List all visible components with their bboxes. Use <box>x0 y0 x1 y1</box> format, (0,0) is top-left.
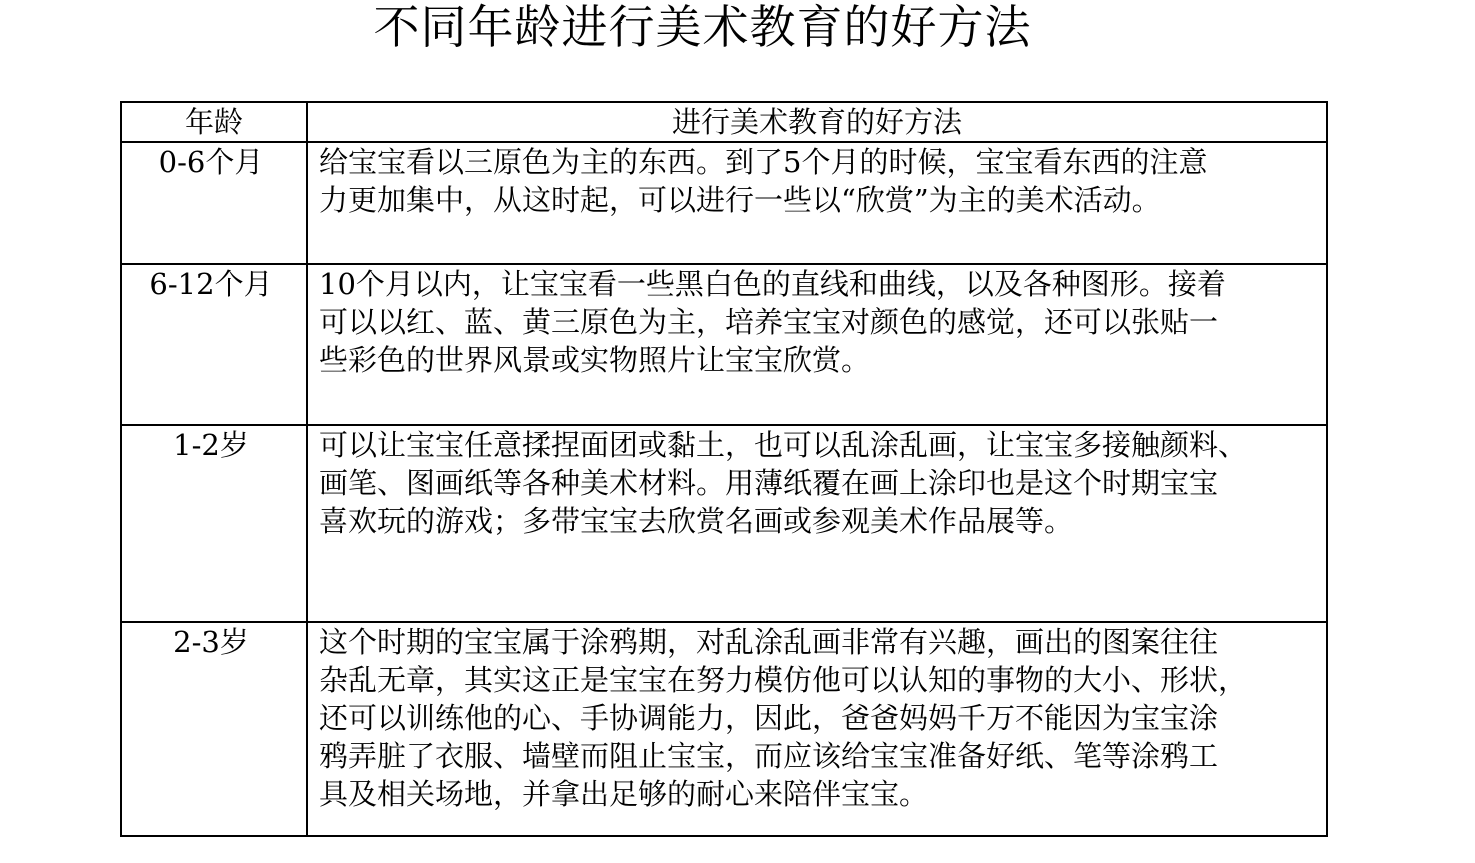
page-title: 不同年龄进行美术教育的好方法 <box>373 0 1032 54</box>
method-line: 些彩色的世界风景或实物照片让宝宝欣赏。 <box>319 343 871 377</box>
method-cell <box>307 622 1327 836</box>
method-line: 可以让宝宝任意揉捏面团或黏土，也可以乱涂乱画，让宝宝多接触颜料、 <box>319 428 1248 462</box>
age-label: 1-2岁 <box>173 428 249 462</box>
age-cell <box>121 622 307 836</box>
header-age: 年龄 <box>121 102 307 142</box>
age-label: 2-3岁 <box>173 625 249 659</box>
method-cell <box>307 142 1327 264</box>
age-label: 6-12个月 <box>149 267 273 301</box>
method-line: 10个月以内，让宝宝看一些黑白色的直线和曲线，以及各种图形。接着 <box>319 267 1226 301</box>
table-row <box>121 142 1327 264</box>
method-line: 可以以红、蓝、黄三原色为主，培养宝宝对颜色的感觉，还可以张贴一 <box>319 305 1219 339</box>
age-label: 0-6个月 <box>158 145 264 179</box>
method-line: 这个时期的宝宝属于涂鸦期，对乱涂乱画非常有兴趣，画出的图案往往 <box>319 625 1219 659</box>
methods-table <box>120 101 1328 837</box>
age-cell <box>121 142 307 264</box>
method-line: 画笔、图画纸等各种美术材料。用薄纸覆在画上涂印也是这个时期宝宝 <box>319 466 1219 500</box>
method-line: 力更加集中，从这时起，可以进行一些以“欣赏”为主的美术活动。 <box>319 183 1161 217</box>
table-row <box>121 622 1327 836</box>
method-line: 喜欢玩的游戏；多带宝宝去欣赏名画或参观美术作品展等。 <box>319 504 1074 538</box>
method-cell <box>307 264 1327 425</box>
method-line: 鸦弄脏了衣服、墙壁而阻止宝宝，而应该给宝宝准备好纸、笔等涂鸦工 <box>319 739 1219 773</box>
method-line: 给宝宝看以三原色为主的东西。到了5个月的时候，宝宝看东西的注意 <box>319 145 1208 179</box>
method-line: 杂乱无章，其实这正是宝宝在努力模仿他可以认知的事物的大小、形状， <box>319 663 1248 697</box>
method-line: 具及相关场地，并拿出足够的耐心来陪伴宝宝。 <box>319 777 929 811</box>
header-method: 进行美术教育的好方法 <box>307 102 1327 142</box>
table-header-row <box>121 102 1327 142</box>
method-cell <box>307 425 1327 622</box>
table-row <box>121 264 1327 425</box>
age-cell <box>121 425 307 622</box>
age-cell <box>121 264 307 425</box>
method-line: 还可以训练他的心、手协调能力，因此，爸爸妈妈千万不能因为宝宝涂 <box>319 701 1219 735</box>
table-row <box>121 425 1327 622</box>
